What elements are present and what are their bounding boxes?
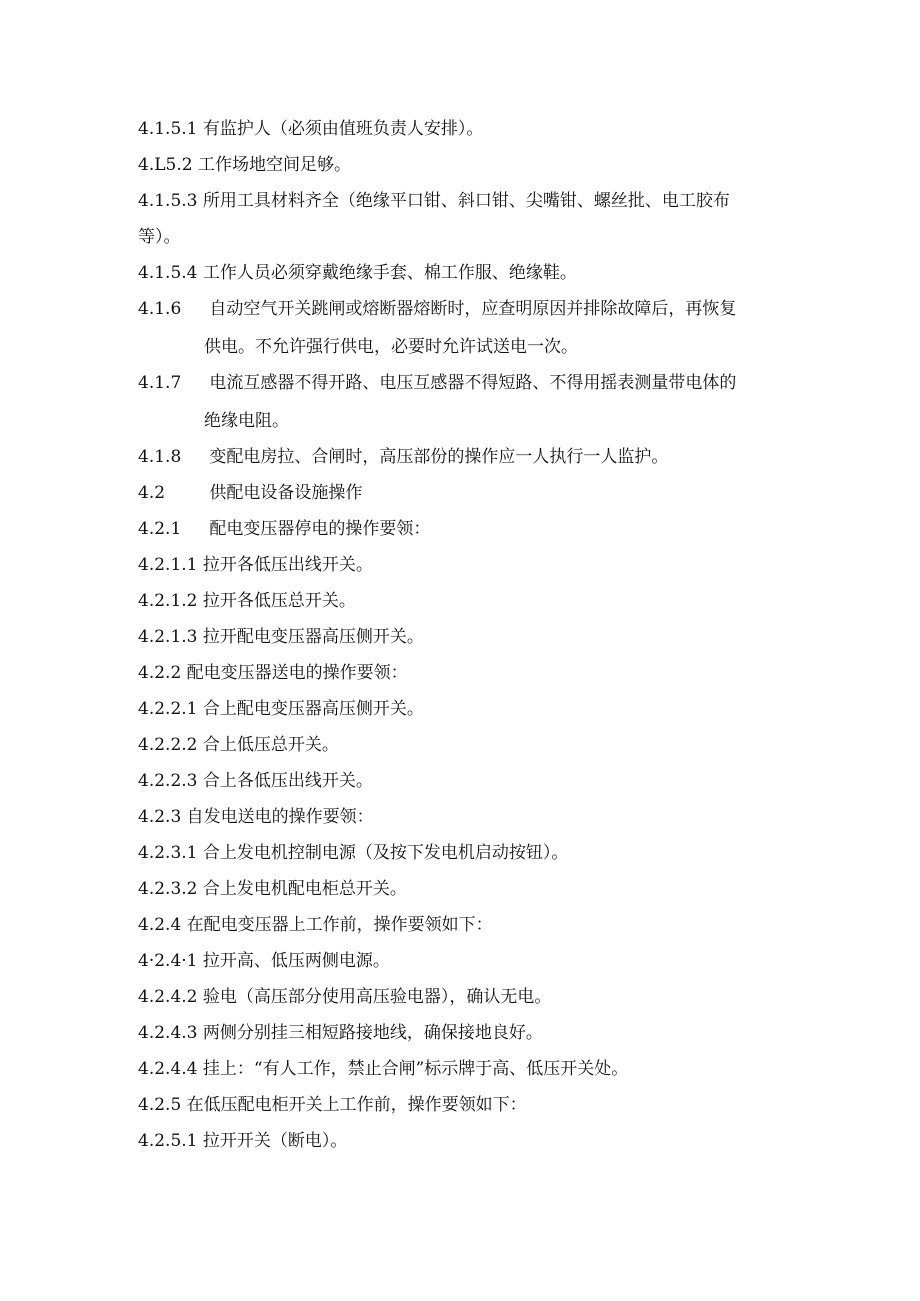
clause-4-2-4-1	[138, 950, 390, 972]
clause-text: 在配电变压器上工作前，操作要领如下：	[186, 915, 493, 935]
clause-4-2-4-2	[138, 986, 551, 1008]
clause-number: 4.2.1.2	[138, 591, 198, 611]
clause-text: 拉开各低压出线开关。	[202, 555, 373, 575]
clause-4-2-5-1	[138, 1130, 347, 1152]
clause-text: 自发电送电的操作要领：	[186, 807, 374, 827]
clause-4-1-5-3	[138, 190, 730, 212]
clause-4-2-1-1	[138, 554, 373, 576]
clause-text: 变配电房拉、合闸时，高压部份的操作应一人执行一人监护。	[209, 447, 669, 467]
clause-4-2-1	[138, 518, 430, 540]
clause-number: 4.2.4.2	[138, 987, 198, 1007]
clause-text: 自动空气开关跳闸或熔断器熔断时，应查明原因并排除故障后，再恢复	[209, 299, 737, 319]
clause-number: 4.L5.2	[138, 155, 193, 175]
clause-text: 电流互感器不得开路、电压互感器不得短路、不得用摇表测量带电体的	[209, 373, 737, 393]
clause-number: 4.2.2.3	[138, 771, 198, 791]
clause-4-1-6	[138, 298, 736, 320]
clause-text: 在低压配电柜开关上工作前，操作要领如下：	[186, 1095, 527, 1115]
clause-text: 合上各低压出线开关。	[202, 771, 373, 791]
clause-4-2-3-1	[138, 842, 568, 864]
clause-number: 4.2.3	[138, 807, 182, 827]
clause-text: 拉开开关（断电）。	[202, 1131, 348, 1151]
clause-text: 合上低压总开关。	[202, 735, 339, 755]
clause-text: 配电变压器送电的操作要领：	[186, 663, 408, 683]
clause-4-1-8	[138, 446, 668, 468]
clause-text: 两侧分别挂三相短路接地线，确保接地良好。	[202, 1023, 543, 1043]
clause-text: 合上配电变压器高压侧开关。	[202, 699, 424, 719]
clause-number: 4.1.8	[138, 447, 182, 467]
clause-number: 4.2.2.1	[138, 699, 198, 719]
clause-number: 4.1.7	[138, 373, 182, 393]
clause-text: 拉开各低压总开关。	[202, 591, 356, 611]
clause-number: 4.2.3.1	[138, 843, 198, 863]
clause-4-2-4-4	[138, 1058, 628, 1080]
clause-4-1-5-4	[138, 262, 577, 284]
clause-number: 4.2.1.1	[138, 555, 198, 575]
clause-number: 4.2.2	[138, 663, 182, 683]
clause-4-1-5-3-continued	[138, 226, 181, 248]
clause-text: 拉开配电变压器高压侧开关。	[202, 627, 424, 647]
clause-text: 验电（高压部分使用高压验电器），确认无电。	[202, 987, 552, 1007]
clause-4-2-1-2	[138, 590, 356, 612]
clause-number: 4.2.3.2	[138, 879, 198, 899]
section-4-2-heading	[138, 482, 362, 504]
clause-4-2-2-1	[138, 698, 424, 720]
clause-number: 4.2.5	[138, 1095, 182, 1115]
clause-number: 4.1.6	[138, 299, 182, 319]
clause-number: 4.2.4.4	[138, 1059, 198, 1079]
clause-4-2-3-2	[138, 878, 407, 900]
clause-text: 供配电设备设施操作	[209, 483, 363, 503]
clause-text: 挂上：“有人工作，禁止合闸”标示牌于高、低压开关处。	[202, 1059, 629, 1079]
clause-text: 工作场地空间足够。	[197, 155, 351, 175]
clause-4-2-1-3	[138, 626, 424, 648]
clause-4-1-6-continued	[204, 336, 578, 358]
clause-text: 绝缘电阻。	[204, 411, 289, 431]
clause-4-2-2	[138, 662, 408, 684]
clause-4-2-4-3	[138, 1022, 543, 1044]
clause-text: 供电。不允许强行供电，必要时允许试送电一次。	[204, 337, 578, 357]
clause-number: 4.1.5.3	[138, 191, 198, 211]
clause-text: 配电变压器停电的操作要领：	[209, 519, 431, 539]
clause-text: 所用工具材料齐全（绝缘平口钳、斜口钳、尖嘴钳、螺丝批、电工胶布	[202, 191, 730, 211]
clause-number: 4.2.1	[138, 519, 182, 539]
clause-4-1-7-continued	[204, 410, 289, 432]
clause-4-1-5-2	[138, 154, 351, 176]
clause-number: 4.2.1.3	[138, 627, 198, 647]
clause-number: 4.2	[138, 483, 166, 503]
clause-4-2-5	[138, 1094, 527, 1116]
clause-4-1-5-1	[138, 118, 483, 140]
clause-text: 合上发电机控制电源（及按下发电机启动按钮）。	[202, 843, 569, 863]
clause-number: 4·2.4·1	[138, 951, 198, 971]
clause-text: 有监护人（必须由值班负责人安排）。	[202, 119, 484, 139]
clause-text: 合上发电机配电柜总开关。	[202, 879, 407, 899]
clause-text: 工作人员必须穿戴绝缘手套、棉工作服、绝缘鞋。	[202, 263, 577, 283]
clause-4-2-2-2	[138, 734, 339, 756]
clause-4-2-2-3	[138, 770, 373, 792]
clause-4-2-3	[138, 806, 374, 828]
clause-4-2-4	[138, 914, 493, 936]
clause-text: 等）。	[138, 227, 181, 247]
clause-number: 4.2.4.3	[138, 1023, 198, 1043]
clause-number: 4.2.4	[138, 915, 182, 935]
clause-number: 4.1.5.1	[138, 119, 198, 139]
clause-4-1-7	[138, 372, 736, 394]
clause-text: 拉开高、低压两侧电源。	[202, 951, 390, 971]
clause-number: 4.2.2.2	[138, 735, 198, 755]
clause-number: 4.1.5.4	[138, 263, 198, 283]
clause-number: 4.2.5.1	[138, 1131, 198, 1151]
